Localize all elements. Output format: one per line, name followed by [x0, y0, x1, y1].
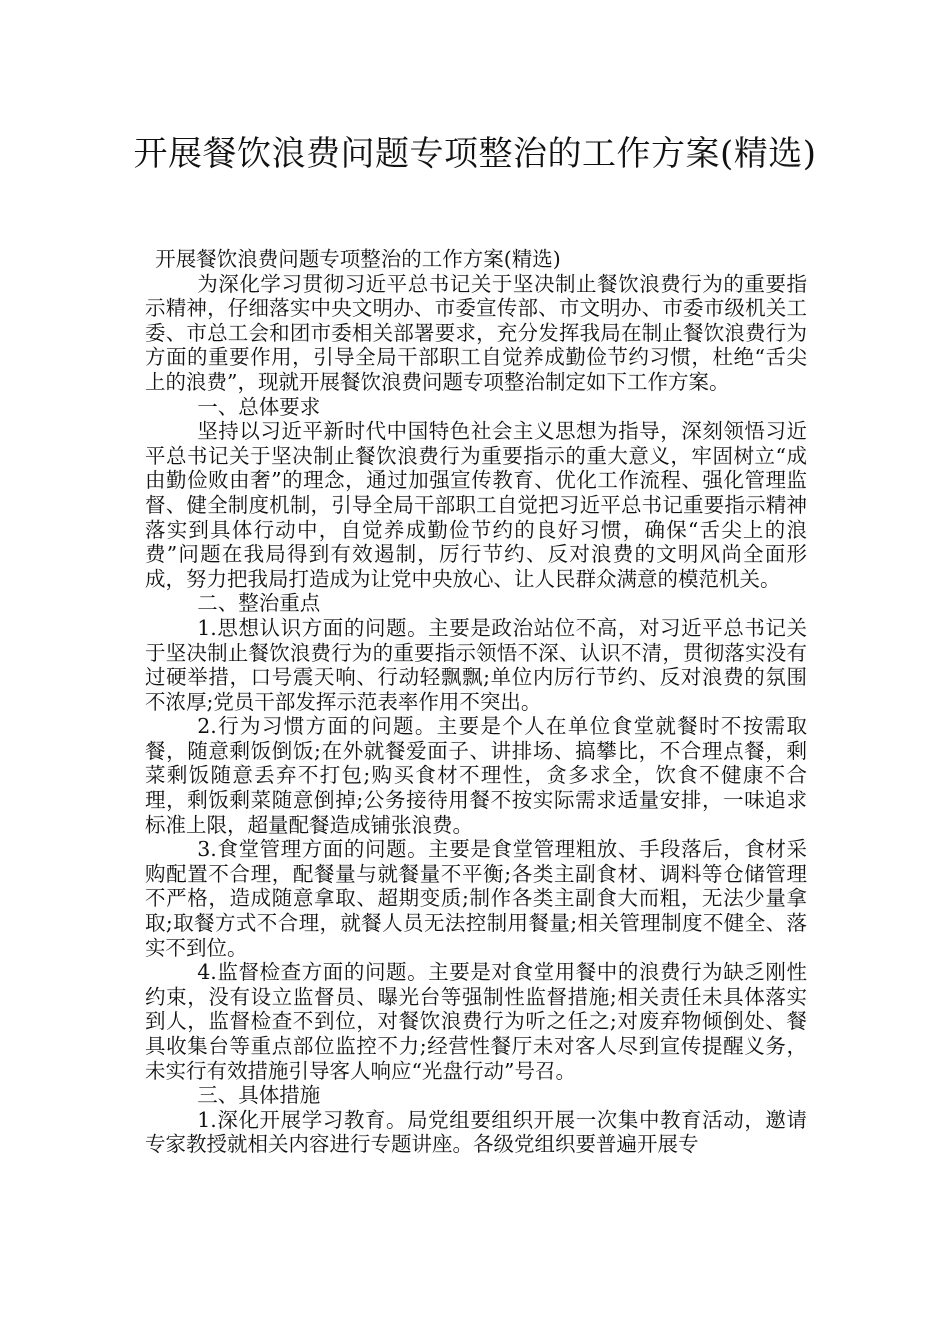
- issue-supervision-inspection: 4.监督检查方面的问题。主要是对食堂用餐中的浪费行为缺乏刚性约束，没有设立监督员、曝光台等强制性监督措施;相关责任未具体落实到人，监督检查不到位，对餐饮浪费行为听之任之;对废弃物倾倒处、餐具收集台等重点部位监控不力;经营性餐厅未对客人尽到宣传提醒义务，未实行有效措施引导客人响应“光盘行动”号召。: [145, 960, 807, 1083]
- measure-study-education: 1.深化开展学习教育。局党组要组织开展一次集中教育活动，邀请专家教授就相关内容进行专题讲座。各级党组织要普遍开展专: [145, 1107, 807, 1157]
- issue-behavior-habits: 2.行为习惯方面的问题。主要是个人在单位食堂就餐时不按需取餐，随意剩饭倒饭;在外就餐爱面子、讲排场、搞攀比，不合理点餐，剩菜剩饭随意丢弃不打包;购买食材不理性，贪多求全，饮食不健康不合理，剩饭剩菜随意倒掉;公务接待用餐不按实际需求适量安排，一味追求标准上限，超量配餐造成铺张浪费。: [145, 714, 807, 837]
- general-requirements-paragraph: 坚持以习近平新时代中国特色社会主义思想为指导，深刻领悟习近平总书记关于坚决制止餐饮浪费行为重要指示的重大意义，牢固树立“成由勤俭败由奢”的理念，通过加强宣传教育、优化工作流程、强化管理监督、健全制度机制，引导全局干部职工自觉把习近平总书记重要指示精神落实到具体行动中，自觉养成勤俭节约的良好习惯，确保“舌尖上的浪费”问题在我局得到有效遏制，厉行节约、反对浪费的文明风尚全面形成，努力把我局打造成为让党中央放心、让人民群众满意的模范机关。: [145, 419, 807, 591]
- document-subtitle: 开展餐饮浪费问题专项整治的工作方案(精选): [155, 247, 561, 271]
- document-title: 开展餐饮浪费问题专项整治的工作方案(精选): [133, 134, 817, 174]
- section-heading-key-issues: 二、整治重点: [197, 591, 321, 616]
- section-heading-general-requirements: 一、总体要求: [197, 394, 321, 419]
- section-heading-specific-measures: 三、具体措施: [197, 1083, 321, 1108]
- document-body: [145, 247, 807, 1157]
- intro-paragraph: 为深化学习贯彻习近平总书记关于坚决制止餐饮浪费行为的重要指示精神，仔细落实中央文明办、市委宣传部、市文明办、市委市级机关工委、市总工会和团市委相关部署要求，充分发挥我局在制止餐饮浪费行为方面的重要作用，引导全局干部职工自觉养成勤俭节约习惯，杜绝“舌尖上的浪费”，现就开展餐饮浪费问题专项整治制定如下工作方案。: [145, 271, 807, 394]
- issue-canteen-management: 3.食堂管理方面的问题。主要是食堂管理粗放、手段落后，食材采购配置不合理，配餐量与就餐量不平衡;各类主副食材、调料等仓储管理不严格，造成随意拿取、超期变质;制作各类主副食大而粗，无法少量拿取;取餐方式不合理，就餐人员无法控制用餐量;相关管理制度不健全、落实不到位。: [145, 837, 807, 960]
- issue-ideological-awareness: 1.思想认识方面的问题。主要是政治站位不高，对习近平总书记关于坚决制止餐饮浪费行为的重要指示领悟不深、认识不清，贯彻落实没有过硬举措，口号震天响、行动轻飘飘;单位内厉行节约、反对浪费的氛围不浓厚;党员干部发挥示范表率作用不突出。: [145, 615, 807, 714]
